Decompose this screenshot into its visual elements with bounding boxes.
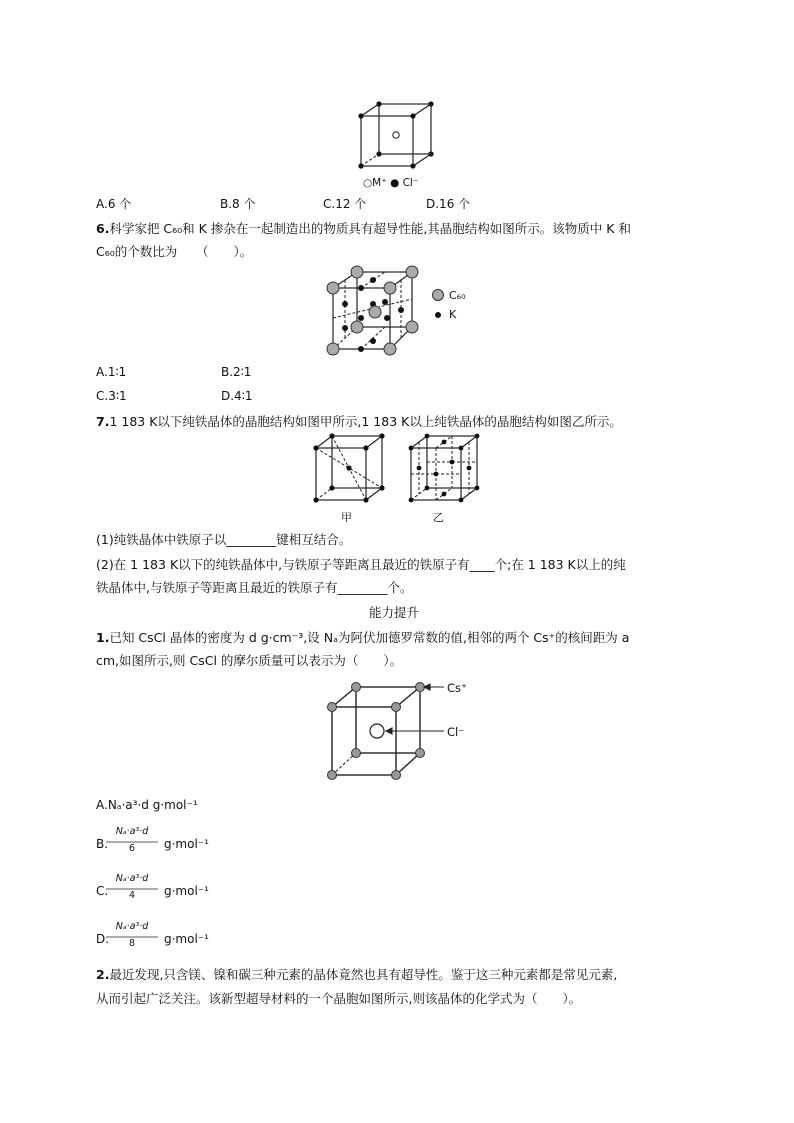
p2-text-line1: 2.最近发现,只含镁、镍和碳三种元素的晶体竟然也具有超导性。鉴于这三种元素都是常见元素, bbox=[96, 967, 618, 982]
q7-subquestion-2-line1: (2)在 1 183 K以下的纯铁晶体中,与铁原子等距离且最近的铁原子有____个;在 1 183 K以上的纯 bbox=[96, 557, 626, 572]
p1-option-b-denominator: 6 bbox=[128, 843, 136, 854]
q7-subquestion-1: (1)纯铁晶体中铁原子以________键相互结合。 bbox=[96, 532, 352, 547]
q5-option-b: B.8 个 bbox=[220, 197, 256, 211]
q7-label-yi: 乙 bbox=[433, 511, 444, 524]
p1-option-c-prefix: C. bbox=[96, 884, 109, 898]
p1-text-line2: cm,如图所示,则 CsCl 的摩尔质量可以表示为（ ）。 bbox=[96, 653, 403, 668]
q7-subquestion-2-line2: 铁晶体中,与铁原子等距离且最近的铁原子有________个。 bbox=[96, 580, 413, 595]
p1-text-line1: 1.已知 CsCl 晶体的密度为 d g·cm⁻³,设 Nₐ为阿伏加德罗常数的值,相邻的两个 Cs⁺的核间距为 a bbox=[96, 630, 630, 645]
q7-text: 7.1 183 K以下纯铁晶体的晶胞结构如图甲所示,1 183 K以上纯铁晶体的晶胞结构如图乙所示。 bbox=[96, 414, 622, 429]
q5-option-c: C.12 个 bbox=[323, 197, 367, 211]
p1-option-b-prefix: B. bbox=[96, 837, 109, 851]
q5-option-a: A.6 个 bbox=[96, 197, 132, 211]
q6-number: 6. bbox=[96, 221, 110, 236]
q5-option-d: D.16 个 bbox=[426, 197, 471, 211]
q5-cube-figure bbox=[355, 98, 455, 178]
q6-option-d: D.4∶1 bbox=[221, 389, 253, 403]
p2-number: 2. bbox=[96, 967, 110, 982]
q6-text-line1: 6.科学家把 C₆₀和 K 掺杂在一起制造出的物质具有超导性能,其晶胞结构如图所示。该物质中 K 和 bbox=[96, 221, 631, 236]
p1-option-c-unit: g·mol⁻¹ bbox=[164, 884, 209, 898]
p1-label-cl: Cl⁻ bbox=[447, 725, 465, 739]
q7-figure-yi bbox=[405, 432, 485, 507]
q6-c60-cube-figure bbox=[325, 266, 435, 361]
q6-option-b: B.2∶1 bbox=[221, 365, 252, 379]
q6-legend-k-symbol bbox=[431, 308, 445, 322]
q7-label-jia: 甲 bbox=[341, 511, 352, 524]
p1-option-d-numerator: Nₐ·a³·d bbox=[115, 921, 149, 932]
p1-option-a: A.Nₐ·a³·d g·mol⁻¹ bbox=[96, 798, 198, 812]
q6-legend-c60: C₆₀ bbox=[449, 289, 466, 302]
p1-option-d-unit: g·mol⁻¹ bbox=[164, 932, 209, 946]
section-title: 能力提升 bbox=[369, 605, 420, 620]
p1-number: 1. bbox=[96, 630, 110, 645]
q7-figure-jia bbox=[310, 432, 390, 507]
q5-legend: ○M⁺ ● Cl⁻ bbox=[363, 177, 419, 189]
p1-option-c-numerator: Nₐ·a³·d bbox=[115, 873, 149, 884]
p1-option-b-unit: g·mol⁻¹ bbox=[164, 837, 209, 851]
p1-cscl-cube-figure bbox=[322, 677, 452, 787]
p1-option-d-prefix: D. bbox=[96, 932, 110, 946]
q6-text-line2: C₆₀的个数比为 （ ）。 bbox=[96, 244, 253, 259]
q6-legend-k: K bbox=[449, 308, 457, 321]
p1-option-c-denominator: 4 bbox=[128, 890, 136, 901]
p1-option-b-numerator: Nₐ·a³·d bbox=[115, 826, 149, 837]
q6-option-c: C.3∶1 bbox=[96, 389, 127, 403]
p1-option-d-denominator: 8 bbox=[128, 938, 136, 949]
p1-label-cs: Cs⁺ bbox=[447, 681, 468, 695]
q6-legend-c60-symbol bbox=[431, 288, 445, 302]
p2-text-line2: 从而引起广泛关注。该新型超导材料的一个晶胞如图所示,则该晶体的化学式为（ ）。 bbox=[96, 991, 582, 1006]
q6-option-a: A.1∶1 bbox=[96, 365, 127, 379]
q7-number: 7. bbox=[96, 414, 110, 429]
